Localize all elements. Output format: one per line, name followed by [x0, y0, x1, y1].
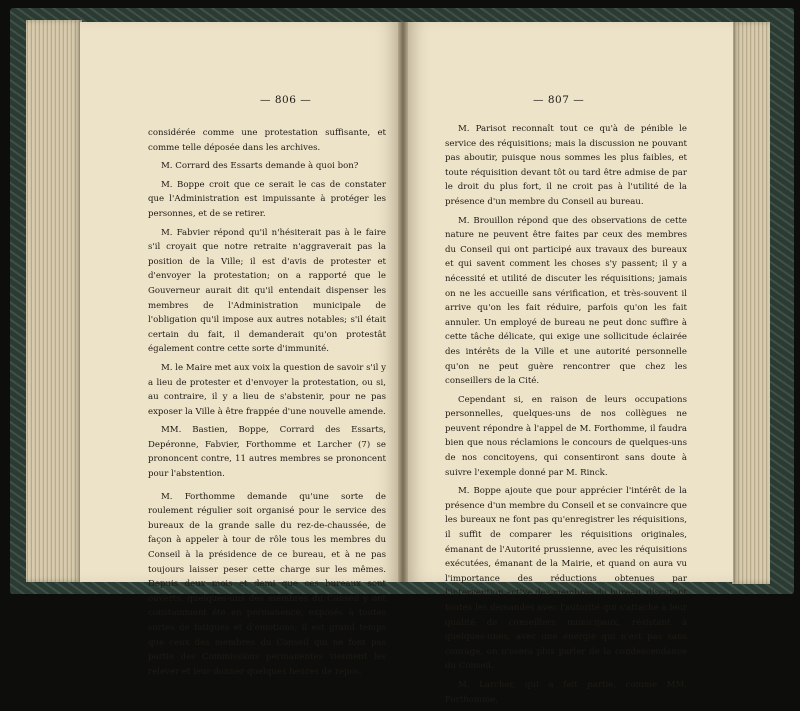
left-page — [80, 22, 403, 677]
paragraph: M. Parisot reconnaît tout ce qu'à de pénible le service des réquisitions; mais la discussion ne pouvant pas aboutir, puisque nous sommes les plus faibles, et toute réquisition devant tôt ou tard être admise de par le droit du plus fort, il ne croit pas à l'utilité de la présence d'un membre du Conseil au bureau. — [445, 124, 687, 207]
paragraph: M. Boppe croit que ce serait le cas de constater que l'Administration est impuissante à protéger les personnes, et de se retirer. — [148, 179, 386, 219]
paragraph: M. Forthomme demande qu'une sorte de roulement régulier soit organisé pour le service des bureaux de la grande salle du rez-de-chaussée, de façon à appeler à tour de rôle tous les membres du Conseil à la présidence de ce bureau, et à ne pas toujours laisser peser cette charge sur les mêmes. Depuis deux mois et demi que ces bureaux sont ouverts, quelques-uns des membres du Conseil y ont constamment été en permanence, exposés à toutes sortes de fatigues et d'émotions; il est grand temps que ceux des membres du Conseil qui ne font pas partie des Commissions permanentes viennent les relever et leur donner quelques heures de repos. — [148, 491, 386, 677]
page-number-806: — 806 — — [260, 94, 312, 106]
page-block-edge-right — [732, 22, 770, 584]
paragraph: M. Fabvier répond qu'il n'hésiterait pas à le faire s'il croyait que notre retraite n'aggraverait pas la position de la Ville; il est d'avis de protester et d'envoyer la protestation; on a rapporté que le Gouverneur aurait dit qu'il entendait dispenser les membres de l'Administration municipale de l'obligation qu'il impose aux autres notables; s'il était certain du fait, il demanderait qu'on protestât également contre cette sorte d'immunité. — [148, 227, 386, 355]
paragraph: M. Boppe ajoute que pour apprécier l'intérêt de la présence d'un membre du Conseil et se convaincre que les bureaux ne font pas qu'enregistrer les réquisitions, il suffit de comparer les réquisitions originales, émanant de l'Autorité prussienne, avec les réquisitions exécutées, émanant de la Mairie, et quand on aura vu l'importance des réductions obtenues par l'intervention active des membres du bureau, discutant toutes les demandes avec l'autorité qui s'attache à leur qualité de conseillers municipaux, résistant à quelques-unes, avec une énergie qui n'est pas sans courage, on n'osera plus parler de la condescendance du Conseil. — [445, 486, 687, 672]
paragraph: MM. Bastien, Boppe, Corrard des Essarts, Depéronne, Fabvier, Forthomme et Larcher (7) se prononcent contre, 11 autres membres se prononcent pour l'abstention. — [148, 425, 386, 480]
paragraph: Cependant si, en raison de leurs occupations personnelles, quelques-uns de nos collègues ne peuvent répondre à l'appel de M. Forthomme, il faudra bien que nous réclamions le concours de quelques-uns de nos concitoyens, qui consentiront sans doute à suivre l'exemple donné par M. Rinck. — [445, 394, 687, 478]
paragraph: M. Brouillon répond que des observations de cette nature ne peuvent être faites par ceux des membres du Conseil qui ont participé aux travaux des bureaux et qui savent comment les choses s'y passent; il y a nécessité et utilité de discuter les réquisitions; jamais on ne les accueille sans vérification, et très-souvent il arrive qu'on les fait réduire, parfois qu'on les fait annuler. Un employé de bureau ne peut donc suffire à cette tâche délicate, qui exige une sollicitude éclairée des intérêts de la Ville et une autorité personnelle qu'on ne peut guère rencontrer que chez les conseillers de la Cité. — [445, 215, 687, 387]
book-gutter — [398, 22, 408, 582]
paragraph: considérée comme une protestation suffisante, et comme telle déposée dans les archives. — [148, 128, 386, 153]
paragraph: M. Larcher, qui a fait partie, comme MM. Forthomme, — [445, 679, 687, 705]
right-page — [403, 22, 733, 705]
right-page-text — [445, 122, 687, 711]
paragraph: M. le Maire met aux voix la question de savoir s'il y a lieu de protester et d'envoyer la protestation, ou si, au contraire, il y a lieu de s'abstenir, pour ne pas exposer la Ville à être frappée d'une nouvelle amende. — [148, 362, 386, 417]
paragraph: M. Corrard des Essarts demande à quoi bon? — [161, 161, 359, 172]
page-block-edge-left — [26, 20, 82, 582]
page-number-807: — 807 — — [533, 94, 585, 106]
